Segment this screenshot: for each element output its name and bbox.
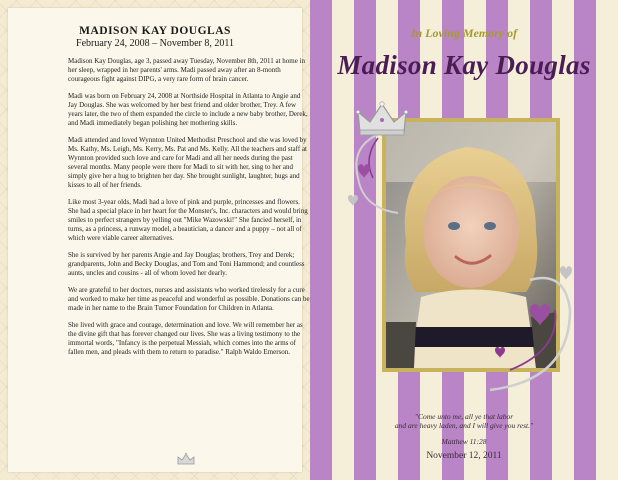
crown-small-icon xyxy=(176,452,196,466)
scripture-reference: Matthew 11:28 xyxy=(441,437,487,446)
obituary-paragraph: Madi was born on February 24, 2008 at Northside Hospital in Atlanta to Angie and Jay Douglas. She was welcomed by her best friend and older brother, Trey. A few years later, the two of them expanded the circle to include a new baby brother, Derek, and Madi immediately began polishing her mothering skills. xyxy=(68,92,308,127)
cover-name: Madison Kay Douglas xyxy=(337,50,591,80)
obituary-paragraph: Madison Kay Douglas, age 3, passed away Tuesday, November 8th, 2011 at home in her sleep, wrapped in her parents' arms. Madi passed away after an 8-month courageous fight against DIPG, a very rare form of brain cancer. xyxy=(68,57,306,83)
quote-line-2: and are heavy laden, and I will give you rest." xyxy=(394,420,534,430)
quote-line-1: "Come unto me, all ye that labor xyxy=(414,412,514,421)
obituary-title: MADISON KAY DOUGLAS xyxy=(79,25,231,37)
obituary-paragraph: She is survived by her parents Angie and Jay Douglas; brothers, Trey and Derek; grandparents, John and Becky Douglas, and Tom and Toni Hammond; and countless aunts, uncles and cousins - all of whom loved her dearly. xyxy=(68,251,305,277)
obituary-paragraph: Like most 3-year olds, Madi had a love of pink and purple, princesses and flowers. She had a special place in her heart for the Monster's, Inc. characters and would bring smiles to perfect strangers by yelling out "Mike Wazowski!" She fancied herself, in turns, as a princess, a runway model, a beautician, a dancer and a puppy – not all of which were viable career alternatives. xyxy=(68,198,308,242)
obituary-paragraph: We are grateful to her doctors, nurses and assistants who worked tirelessly for a cure and worked to make her time as peaceful and wonderful as possible. Donations can be made in her name to the Brain Tumor Foundation for Children in Atlanta. xyxy=(68,286,310,312)
obituary-paragraph: Madi attended and loved Wynnton United Methodist Preschool and she was loved by Ms. Kathy, Ms. Leigh, Ms. Kerry, Ms. Pat and Ms. Kelly. All the teachers and staff at Wynnton provided such love and care for Madi and all her needs during the past several months. Many people were there for Madi to sit with her, sing to her and simply give her a hug to brighten her day. She brought sunlight, laughter, hugs and kisses to all of her friends. xyxy=(68,136,307,189)
obituary-paragraph: She lived with grace and courage, determination and love. We will remember her as the divine gift that has forever changed our lives. She was a living testimony to the immortal words, "Infancy is the perpetual Messiah, which comes into the arms of fallen men, and pleads with them to return to paradise." Ralph Waldo Emerson. xyxy=(68,321,303,356)
scripture-quote xyxy=(310,413,618,430)
crown-icon xyxy=(352,98,412,138)
service-date: November 12, 2011 xyxy=(426,451,502,461)
cover-heading: In Loving Memory of xyxy=(410,26,518,40)
obituary-body xyxy=(68,57,310,365)
obituary-dates: February 24, 2008 – November 8, 2011 xyxy=(76,38,234,49)
heart-swirl-decoration xyxy=(470,250,590,400)
